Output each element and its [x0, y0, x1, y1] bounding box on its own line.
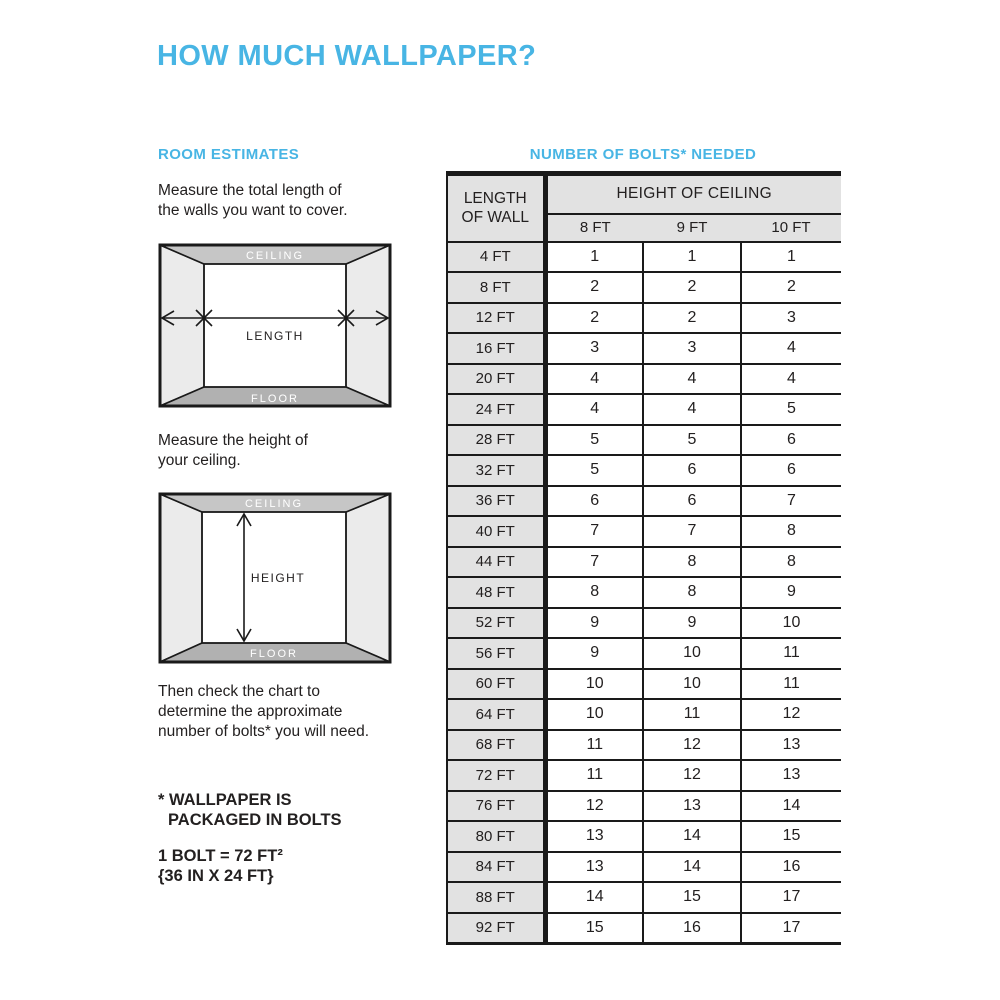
table-row — [447, 791, 841, 822]
table-header-row — [447, 174, 841, 214]
left-wall — [160, 494, 202, 662]
bolt-count-cell: 10 — [741, 608, 841, 639]
bolt-count-cell: 5 — [590, 461, 600, 479]
bolt-count-cell: 7 — [590, 522, 600, 540]
bolt-count-cell: 16 — [741, 852, 841, 883]
room-length-diagram — [158, 243, 392, 408]
bolt-count-cell: 13 — [643, 791, 741, 822]
back-wall — [204, 264, 346, 387]
length-label: LENGTH — [246, 329, 304, 343]
bolt-count-cell: 8 — [741, 547, 841, 578]
bolt-count-cell: 10 — [643, 669, 741, 700]
col-header-9ft: 9 FT — [643, 214, 741, 242]
text-line: determine the approximate — [158, 703, 343, 720]
bolt-count-cell: 1 — [643, 242, 741, 273]
wall-length-cell: 48 FT — [447, 577, 545, 608]
bolt-count-cell: 7 — [590, 552, 600, 570]
bolt-count-cell: 14 — [643, 821, 741, 852]
height-of-ceiling-header: HEIGHT OF CEILING — [545, 174, 841, 214]
ceiling-label: CEILING — [245, 250, 305, 262]
text-line: the walls you want to cover. — [158, 202, 348, 219]
table-row — [447, 394, 841, 425]
table-row — [447, 486, 841, 517]
col-header-8ft: 8 FT — [545, 214, 643, 242]
bolt-count-cell: 3 — [590, 339, 600, 357]
bolt-count-cell: 4 — [741, 333, 841, 364]
wall-length-cell: 24 FT — [447, 394, 545, 425]
bolt-size-note — [158, 846, 283, 886]
bolt-count-cell: 2 — [643, 272, 741, 303]
bolt-count-cell: 9 — [590, 644, 600, 662]
text-line: OF WALL — [461, 209, 529, 227]
bolt-count-cell: 1 — [741, 242, 841, 273]
wall-length-cell: 76 FT — [447, 791, 545, 822]
table-row — [447, 333, 841, 364]
bolt-count-cell: 3 — [741, 303, 841, 334]
bolt-count-cell: 16 — [643, 913, 741, 944]
bolt-count-cell: 3 — [643, 333, 741, 364]
wall-length-cell: 8 FT — [447, 272, 545, 303]
bolt-count-cell: 12 — [643, 760, 741, 791]
bolt-count-cell: 14 — [741, 791, 841, 822]
wall-length-cell: 68 FT — [447, 730, 545, 761]
bolt-count-cell: 15 — [643, 882, 741, 913]
floor-label: FLOOR — [251, 393, 299, 405]
bolt-count-cell: 1 — [590, 247, 600, 265]
wall-length-cell: 72 FT — [447, 760, 545, 791]
table-row — [447, 425, 841, 456]
table-row — [447, 730, 841, 761]
text-line: Measure the total length of — [158, 182, 342, 199]
bolts-table-body — [447, 242, 841, 944]
col-header-10ft: 10 FT — [741, 214, 841, 242]
bolt-count-cell: 4 — [643, 364, 741, 395]
table-row — [447, 516, 841, 547]
bolt-count-cell: 8 — [643, 577, 741, 608]
wall-length-cell: 80 FT — [447, 821, 545, 852]
bolt-count-cell: 13 — [741, 730, 841, 761]
bolt-count-cell: 4 — [590, 369, 600, 387]
bolt-count-cell: 8 — [590, 583, 600, 601]
wall-length-cell: 88 FT — [447, 882, 545, 913]
wall-length-cell: 4 FT — [447, 242, 545, 273]
bolt-count-cell: 5 — [741, 394, 841, 425]
bolt-count-cell: 5 — [590, 430, 600, 448]
bolt-count-cell: 15 — [585, 918, 604, 936]
bolt-count-cell: 4 — [590, 400, 600, 418]
bolt-count-cell: 9 — [643, 608, 741, 639]
bolts-needed-heading: NUMBER OF BOLTS* NEEDED — [529, 146, 757, 163]
wall-length-cell: 36 FT — [447, 486, 545, 517]
table-row — [447, 760, 841, 791]
bolt-count-cell: 11 — [643, 699, 741, 730]
right-wall — [346, 494, 390, 662]
length-of-wall-header — [447, 174, 545, 242]
table-row — [447, 364, 841, 395]
table-row — [447, 821, 841, 852]
wallpaper-footnote — [158, 790, 342, 830]
bolt-count-cell: 2 — [741, 272, 841, 303]
bolt-count-cell: 9 — [590, 613, 600, 631]
bolt-count-cell: 11 — [586, 735, 604, 753]
text-line: Then check the chart to — [158, 683, 320, 700]
text-line: LENGTH — [463, 190, 527, 208]
bolt-count-cell: 7 — [741, 486, 841, 517]
room-estimates-heading: ROOM ESTIMATES — [158, 146, 300, 163]
text-line: {36 IN X 24 FT} — [158, 867, 274, 885]
wall-length-cell: 40 FT — [447, 516, 545, 547]
wall-length-cell: 20 FT — [447, 364, 545, 395]
wall-length-cell: 64 FT — [447, 699, 545, 730]
bolt-count-cell: 17 — [741, 913, 841, 944]
ceiling-label: CEILING — [244, 498, 304, 510]
bolt-count-cell: 5 — [643, 425, 741, 456]
bolt-count-cell: 4 — [741, 364, 841, 395]
table-row — [447, 455, 841, 486]
bolt-count-cell: 13 — [585, 857, 604, 875]
bolt-count-cell: 13 — [585, 827, 604, 845]
bolt-count-cell: 9 — [741, 577, 841, 608]
bolt-count-cell: 11 — [741, 669, 841, 700]
bolt-count-cell: 6 — [741, 455, 841, 486]
bolt-count-cell: 2 — [643, 303, 741, 334]
bolt-count-cell: 6 — [643, 486, 741, 517]
bolt-count-cell: 11 — [741, 638, 841, 669]
height-label: HEIGHT — [250, 571, 306, 585]
bolt-count-cell: 6 — [741, 425, 841, 456]
table-row — [447, 882, 841, 913]
text-line: * WALLPAPER IS — [158, 791, 292, 809]
bolt-count-cell: 17 — [741, 882, 841, 913]
table-row — [447, 699, 841, 730]
text-line: Measure the height of — [158, 432, 308, 449]
table-row — [447, 242, 841, 273]
bolt-count-cell: 2 — [590, 308, 600, 326]
table-row — [447, 608, 841, 639]
text-line: number of bolts* you will need. — [158, 723, 370, 740]
table-row — [447, 272, 841, 303]
table-row — [447, 577, 841, 608]
wall-length-cell: 52 FT — [447, 608, 545, 639]
table-row — [447, 638, 841, 669]
step2-text — [158, 431, 308, 471]
step3-text — [158, 682, 369, 742]
table-row — [447, 852, 841, 883]
wall-length-cell: 92 FT — [447, 913, 545, 944]
wall-length-cell: 44 FT — [447, 547, 545, 578]
bolt-count-cell: 14 — [643, 852, 741, 883]
wall-length-cell: 16 FT — [447, 333, 545, 364]
bolt-count-cell: 6 — [643, 455, 741, 486]
bolt-count-cell: 8 — [643, 547, 741, 578]
bolt-count-cell: 15 — [741, 821, 841, 852]
bolts-table — [446, 171, 841, 945]
bolt-count-cell: 11 — [586, 766, 604, 784]
wall-length-cell: 84 FT — [447, 852, 545, 883]
bolt-count-cell: 14 — [585, 888, 604, 906]
bolt-count-cell: 2 — [590, 278, 600, 296]
page-title: HOW MUCH WALLPAPER? — [157, 40, 537, 72]
height-arrow-icon — [237, 514, 251, 641]
table-row — [447, 303, 841, 334]
table-row — [447, 913, 841, 944]
table-row — [447, 669, 841, 700]
wall-length-cell: 56 FT — [447, 638, 545, 669]
bolt-count-cell: 12 — [643, 730, 741, 761]
text-line: PACKAGED IN BOLTS — [168, 811, 342, 829]
wall-length-cell: 12 FT — [447, 303, 545, 334]
bolt-count-cell: 10 — [585, 674, 604, 692]
wall-length-cell: 28 FT — [447, 425, 545, 456]
text-line: 1 BOLT = 72 FT² — [158, 847, 283, 865]
bolt-count-cell: 6 — [590, 491, 600, 509]
table-row — [447, 547, 841, 578]
bolt-count-cell: 4 — [643, 394, 741, 425]
bolt-count-cell: 7 — [643, 516, 741, 547]
floor-label: FLOOR — [250, 648, 298, 660]
bolt-count-cell: 10 — [643, 638, 741, 669]
wall-length-cell: 60 FT — [447, 669, 545, 700]
bolt-count-cell: 12 — [585, 796, 604, 814]
wall-length-cell: 32 FT — [447, 455, 545, 486]
bolt-count-cell: 13 — [741, 760, 841, 791]
bolt-count-cell: 8 — [741, 516, 841, 547]
bolt-count-cell: 10 — [585, 705, 604, 723]
text-line: your ceiling. — [158, 452, 241, 469]
ceiling-height-diagram — [158, 492, 392, 664]
bolt-count-cell: 12 — [741, 699, 841, 730]
step1-text — [158, 181, 348, 221]
